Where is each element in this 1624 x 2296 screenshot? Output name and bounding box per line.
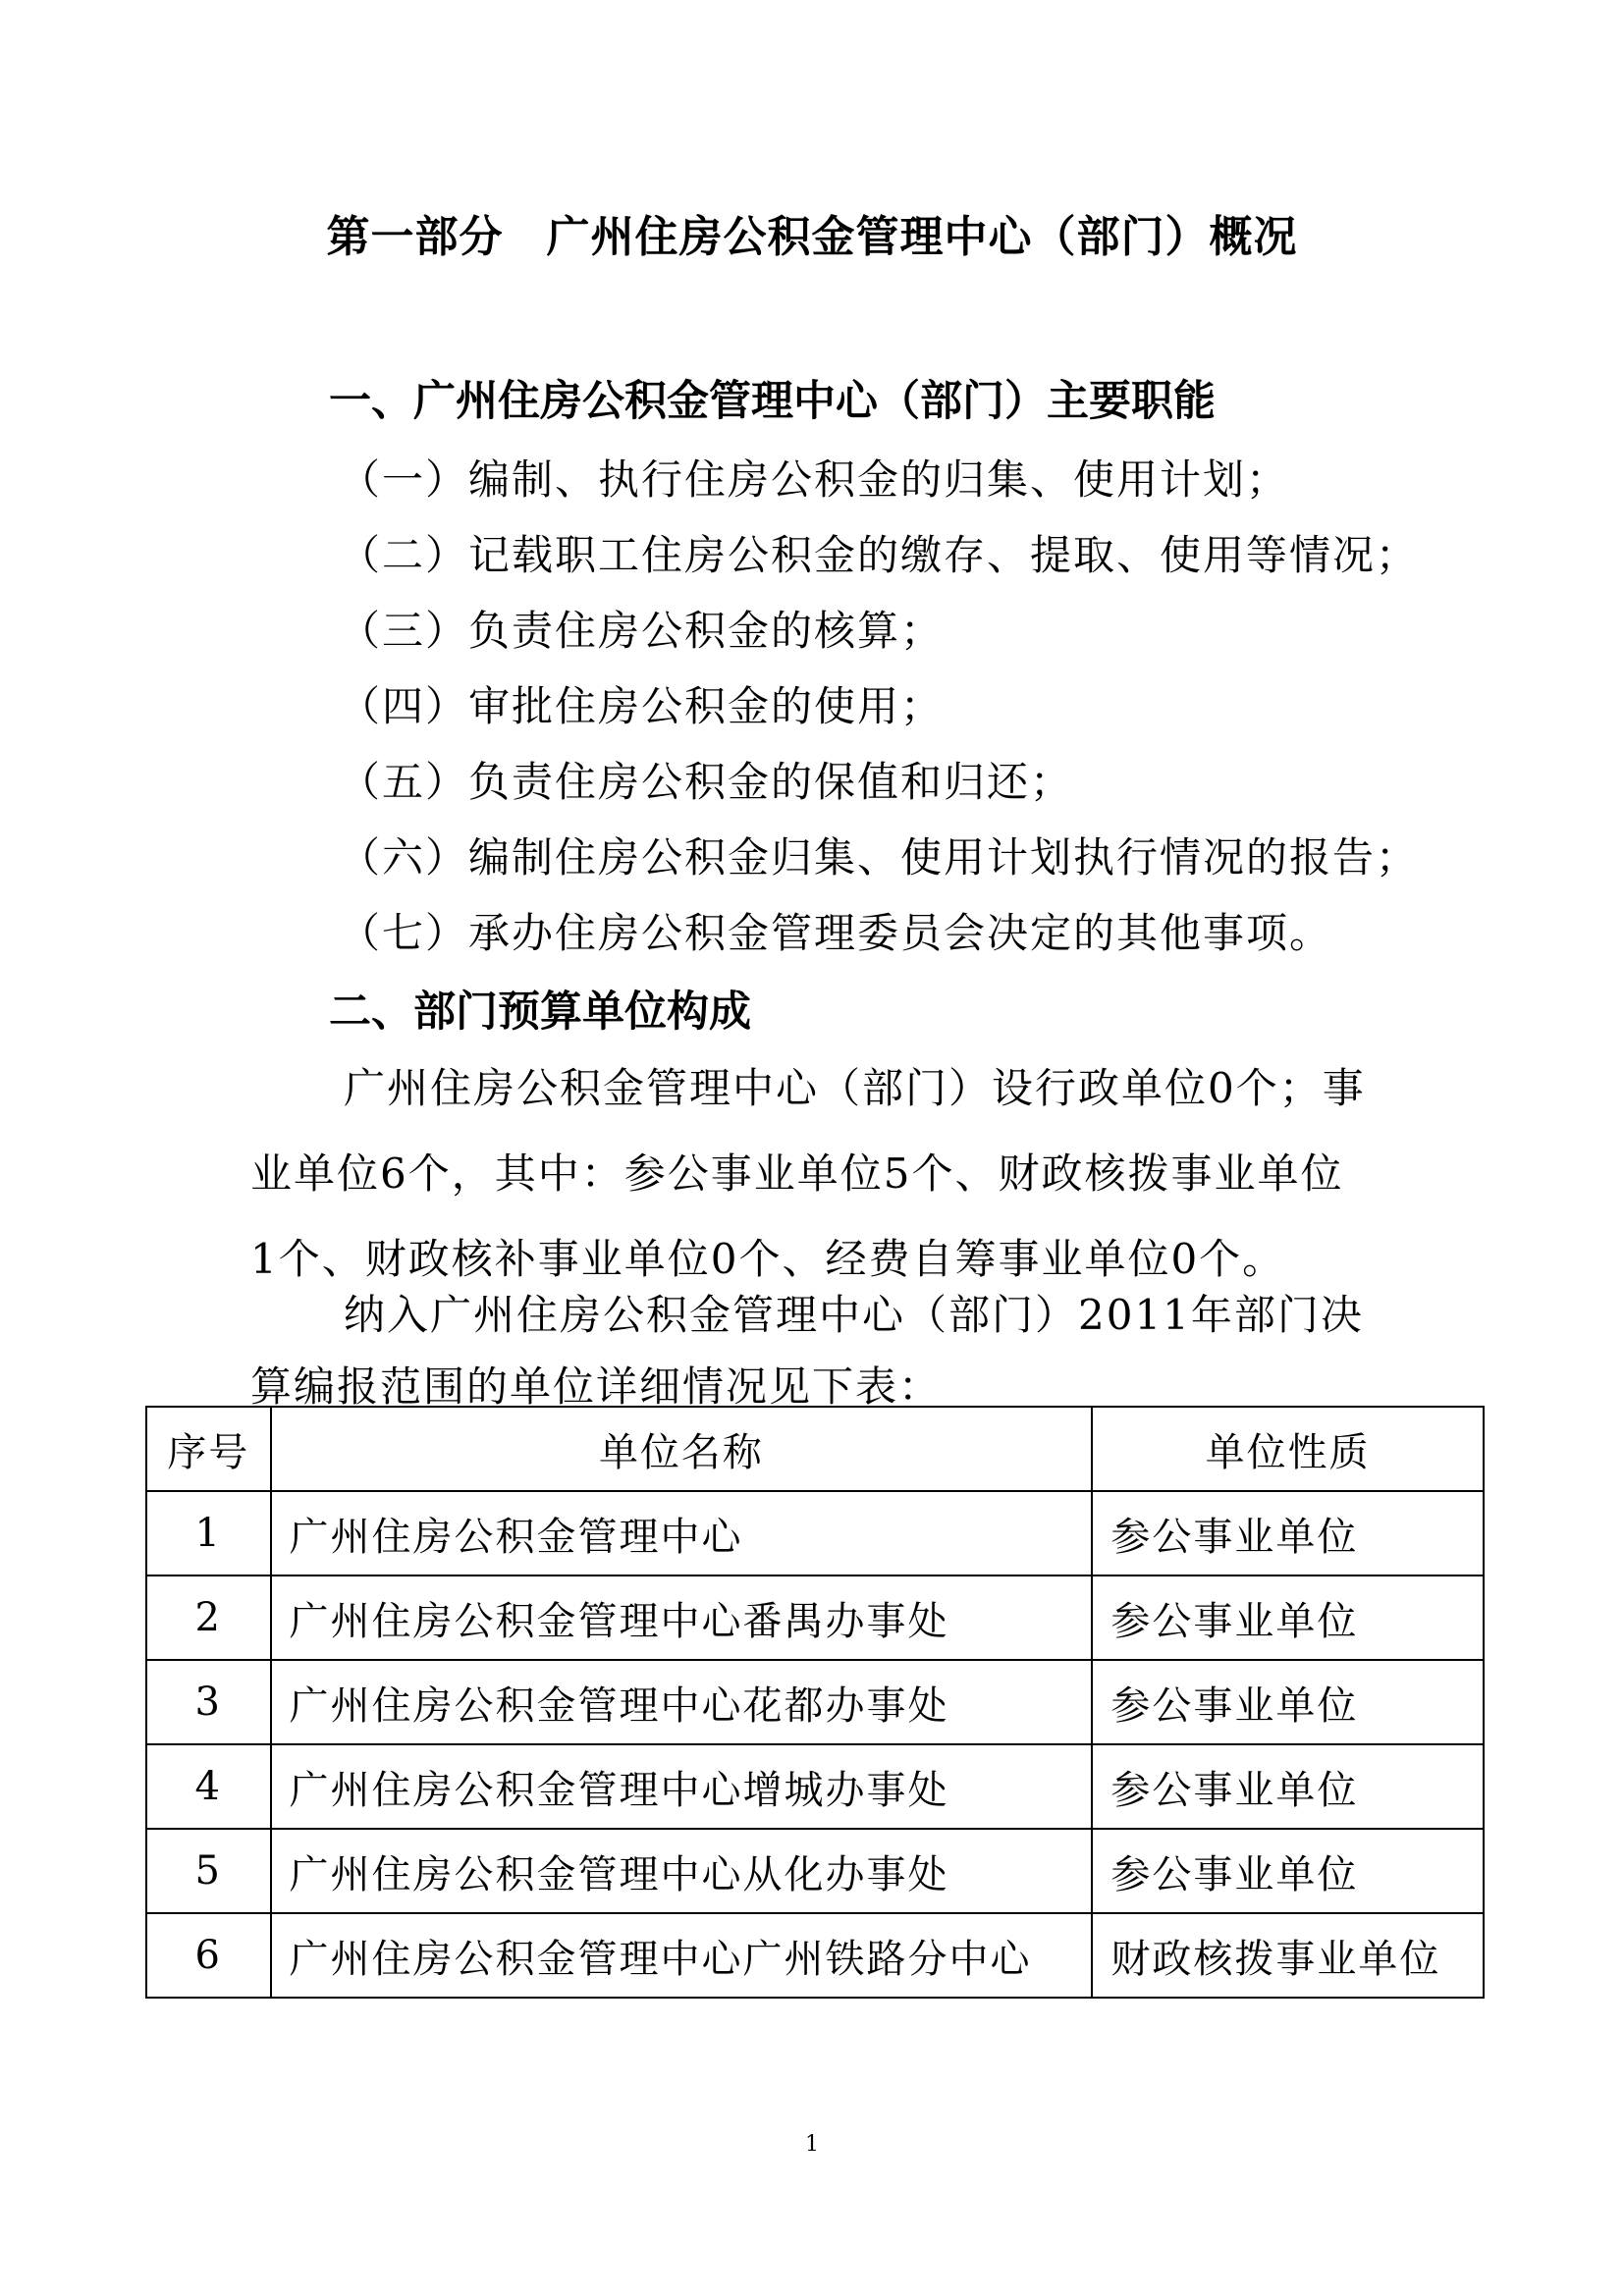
page-number: 1 <box>805 2132 819 2157</box>
cell-serial: 1 <box>146 1491 271 1575</box>
section2-heading: 二、部门预算单位构成 <box>329 988 751 1037</box>
title-main: 广州住房公积金管理中心（部门）概况 <box>546 212 1298 262</box>
function-item: （五）负责住房公积金的保值和归还； <box>339 758 1074 806</box>
function-item: （二）记载职工住房公积金的缴存、提取、使用等情况； <box>339 531 1420 579</box>
table-row <box>146 1491 1484 1575</box>
cell-serial: 4 <box>146 1744 271 1829</box>
cell-unit-name: 广州住房公积金管理中心 <box>271 1491 1093 1575</box>
table-row <box>146 1829 1484 1913</box>
cell-unit-nature: 参公事业单位 <box>1092 1829 1484 1913</box>
header-unit-name: 单位名称 <box>271 1407 1093 1491</box>
cell-serial: 5 <box>146 1829 271 1913</box>
cell-unit-name: 广州住房公积金管理中心广州铁路分中心 <box>271 1913 1093 1998</box>
function-item: （四）审批住房公积金的使用； <box>339 682 945 730</box>
cell-unit-nature: 参公事业单位 <box>1092 1744 1484 1829</box>
cell-unit-name: 广州住房公积金管理中心增城办事处 <box>271 1744 1093 1829</box>
function-item: （三）负责住房公积金的核算； <box>339 607 945 655</box>
header-unit-nature: 单位性质 <box>1092 1407 1484 1491</box>
function-item: （一）编制、执行住房公积金的归集、使用计划； <box>339 455 1290 504</box>
cell-serial: 6 <box>146 1913 271 1998</box>
cell-unit-nature: 参公事业单位 <box>1092 1491 1484 1575</box>
document-title <box>0 201 1624 264</box>
paragraph-line: 算编报范围的单位详细情况见下表： <box>250 1362 943 1411</box>
cell-serial: 3 <box>146 1660 271 1744</box>
table-row <box>146 1575 1484 1660</box>
cell-serial: 2 <box>146 1575 271 1660</box>
table-row <box>146 1660 1484 1744</box>
cell-unit-nature: 参公事业单位 <box>1092 1660 1484 1744</box>
function-item: （七）承办住房公积金管理委员会决定的其他事项。 <box>339 909 1333 957</box>
cell-unit-nature: 财政核拨事业单位 <box>1092 1913 1484 1998</box>
cell-unit-name: 广州住房公积金管理中心花都办事处 <box>271 1660 1093 1744</box>
paragraph-line: 1个、财政核补事业单位0个、经费自筹事业单位0个。 <box>250 1235 1286 1283</box>
table-header-row <box>146 1407 1484 1491</box>
header-serial: 序号 <box>146 1407 271 1491</box>
table-row <box>146 1744 1484 1829</box>
section1-heading: 一、广州住房公积金管理中心（部门）主要职能 <box>329 377 1216 426</box>
cell-unit-name: 广州住房公积金管理中心从化办事处 <box>271 1829 1093 1913</box>
title-part: 第一部分 <box>326 212 504 262</box>
units-table <box>145 1406 1485 1999</box>
cell-unit-name: 广州住房公积金管理中心番禺办事处 <box>271 1575 1093 1660</box>
paragraph-line: 纳入广州住房公积金管理中心（部门）2011年部门决 <box>344 1291 1364 1339</box>
cell-unit-nature: 参公事业单位 <box>1092 1575 1484 1660</box>
paragraph-line: 广州住房公积金管理中心（部门）设行政单位0个；事 <box>344 1064 1366 1112</box>
table-row <box>146 1913 1484 1998</box>
paragraph-line: 业单位6个，其中：参公事业单位5个、财政核拨事业单位 <box>250 1149 1344 1198</box>
function-item: （六）编制住房公积金归集、使用计划执行情况的报告； <box>339 833 1420 881</box>
